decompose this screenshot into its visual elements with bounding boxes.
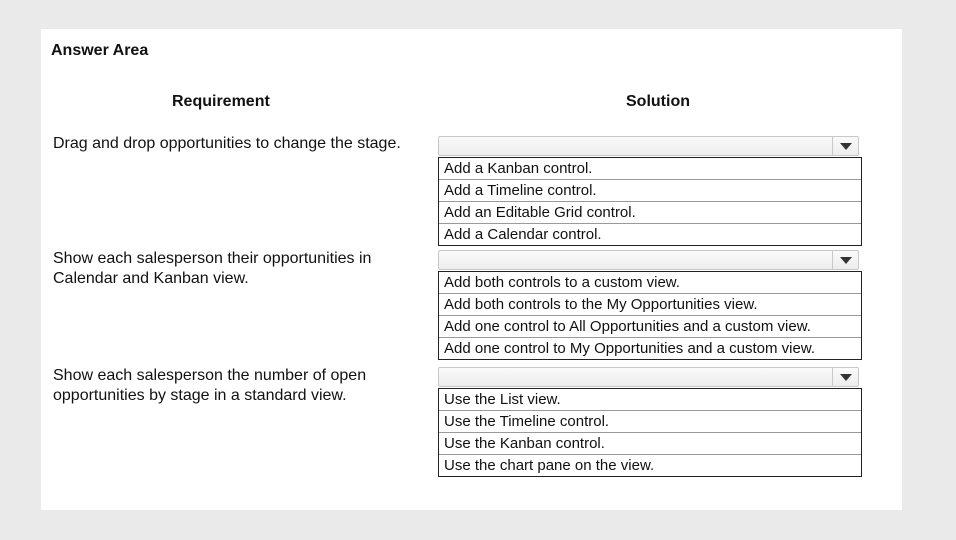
answer-area-panel — [41, 29, 902, 510]
solution-1-option-3[interactable]: Add an Editable Grid control. — [439, 201, 861, 223]
requirement-column-header: Requirement — [172, 93, 270, 110]
solution-1-dropdown[interactable] — [438, 136, 859, 246]
chevron-down-icon[interactable] — [832, 251, 858, 269]
chevron-down-icon[interactable] — [832, 368, 858, 386]
answer-area-title: Answer Area — [51, 42, 149, 59]
solution-1-option-2[interactable]: Add a Timeline control. — [439, 179, 861, 201]
solution-2-option-1[interactable]: Add both controls to a custom view. — [444, 274, 680, 291]
solution-1-options-list — [438, 157, 862, 246]
chevron-down-icon[interactable] — [832, 137, 858, 155]
solution-1-option-4[interactable]: Add a Calendar control. — [439, 223, 861, 245]
solution-2-option-2[interactable]: Add both controls to the My Opportunities view. — [439, 293, 861, 315]
solution-1-option-1[interactable]: Add a Kanban control. — [444, 160, 593, 177]
solution-1-select[interactable] — [438, 136, 859, 156]
solution-3-dropdown[interactable] — [438, 367, 859, 477]
solution-2-dropdown[interactable] — [438, 250, 859, 360]
solution-3-options-list — [438, 388, 862, 477]
solution-3-option-2[interactable]: Use the Timeline control. — [439, 410, 861, 432]
requirement-2-text: Show each salesperson their opportunities in Calendar and Kanban view. — [53, 250, 372, 287]
solution-2-option-3[interactable]: Add one control to All Opportunities and a custom view. — [439, 315, 861, 337]
solution-2-options-list — [438, 271, 862, 360]
solution-2-select[interactable] — [438, 250, 859, 270]
solution-column-header: Solution — [626, 93, 690, 110]
requirement-3-text: Show each salesperson the number of open opportunities by stage in a standard view. — [53, 367, 367, 404]
solution-3-option-4[interactable]: Use the chart pane on the view. — [439, 454, 861, 476]
requirement-1-text: Drag and drop opportunities to change the stage. — [53, 135, 401, 152]
solution-3-option-1[interactable]: Use the List view. — [444, 391, 561, 408]
solution-3-select[interactable] — [438, 367, 859, 387]
solution-2-option-4[interactable]: Add one control to My Opportunities and a custom view. — [439, 337, 861, 359]
solution-3-option-3[interactable]: Use the Kanban control. — [439, 432, 861, 454]
